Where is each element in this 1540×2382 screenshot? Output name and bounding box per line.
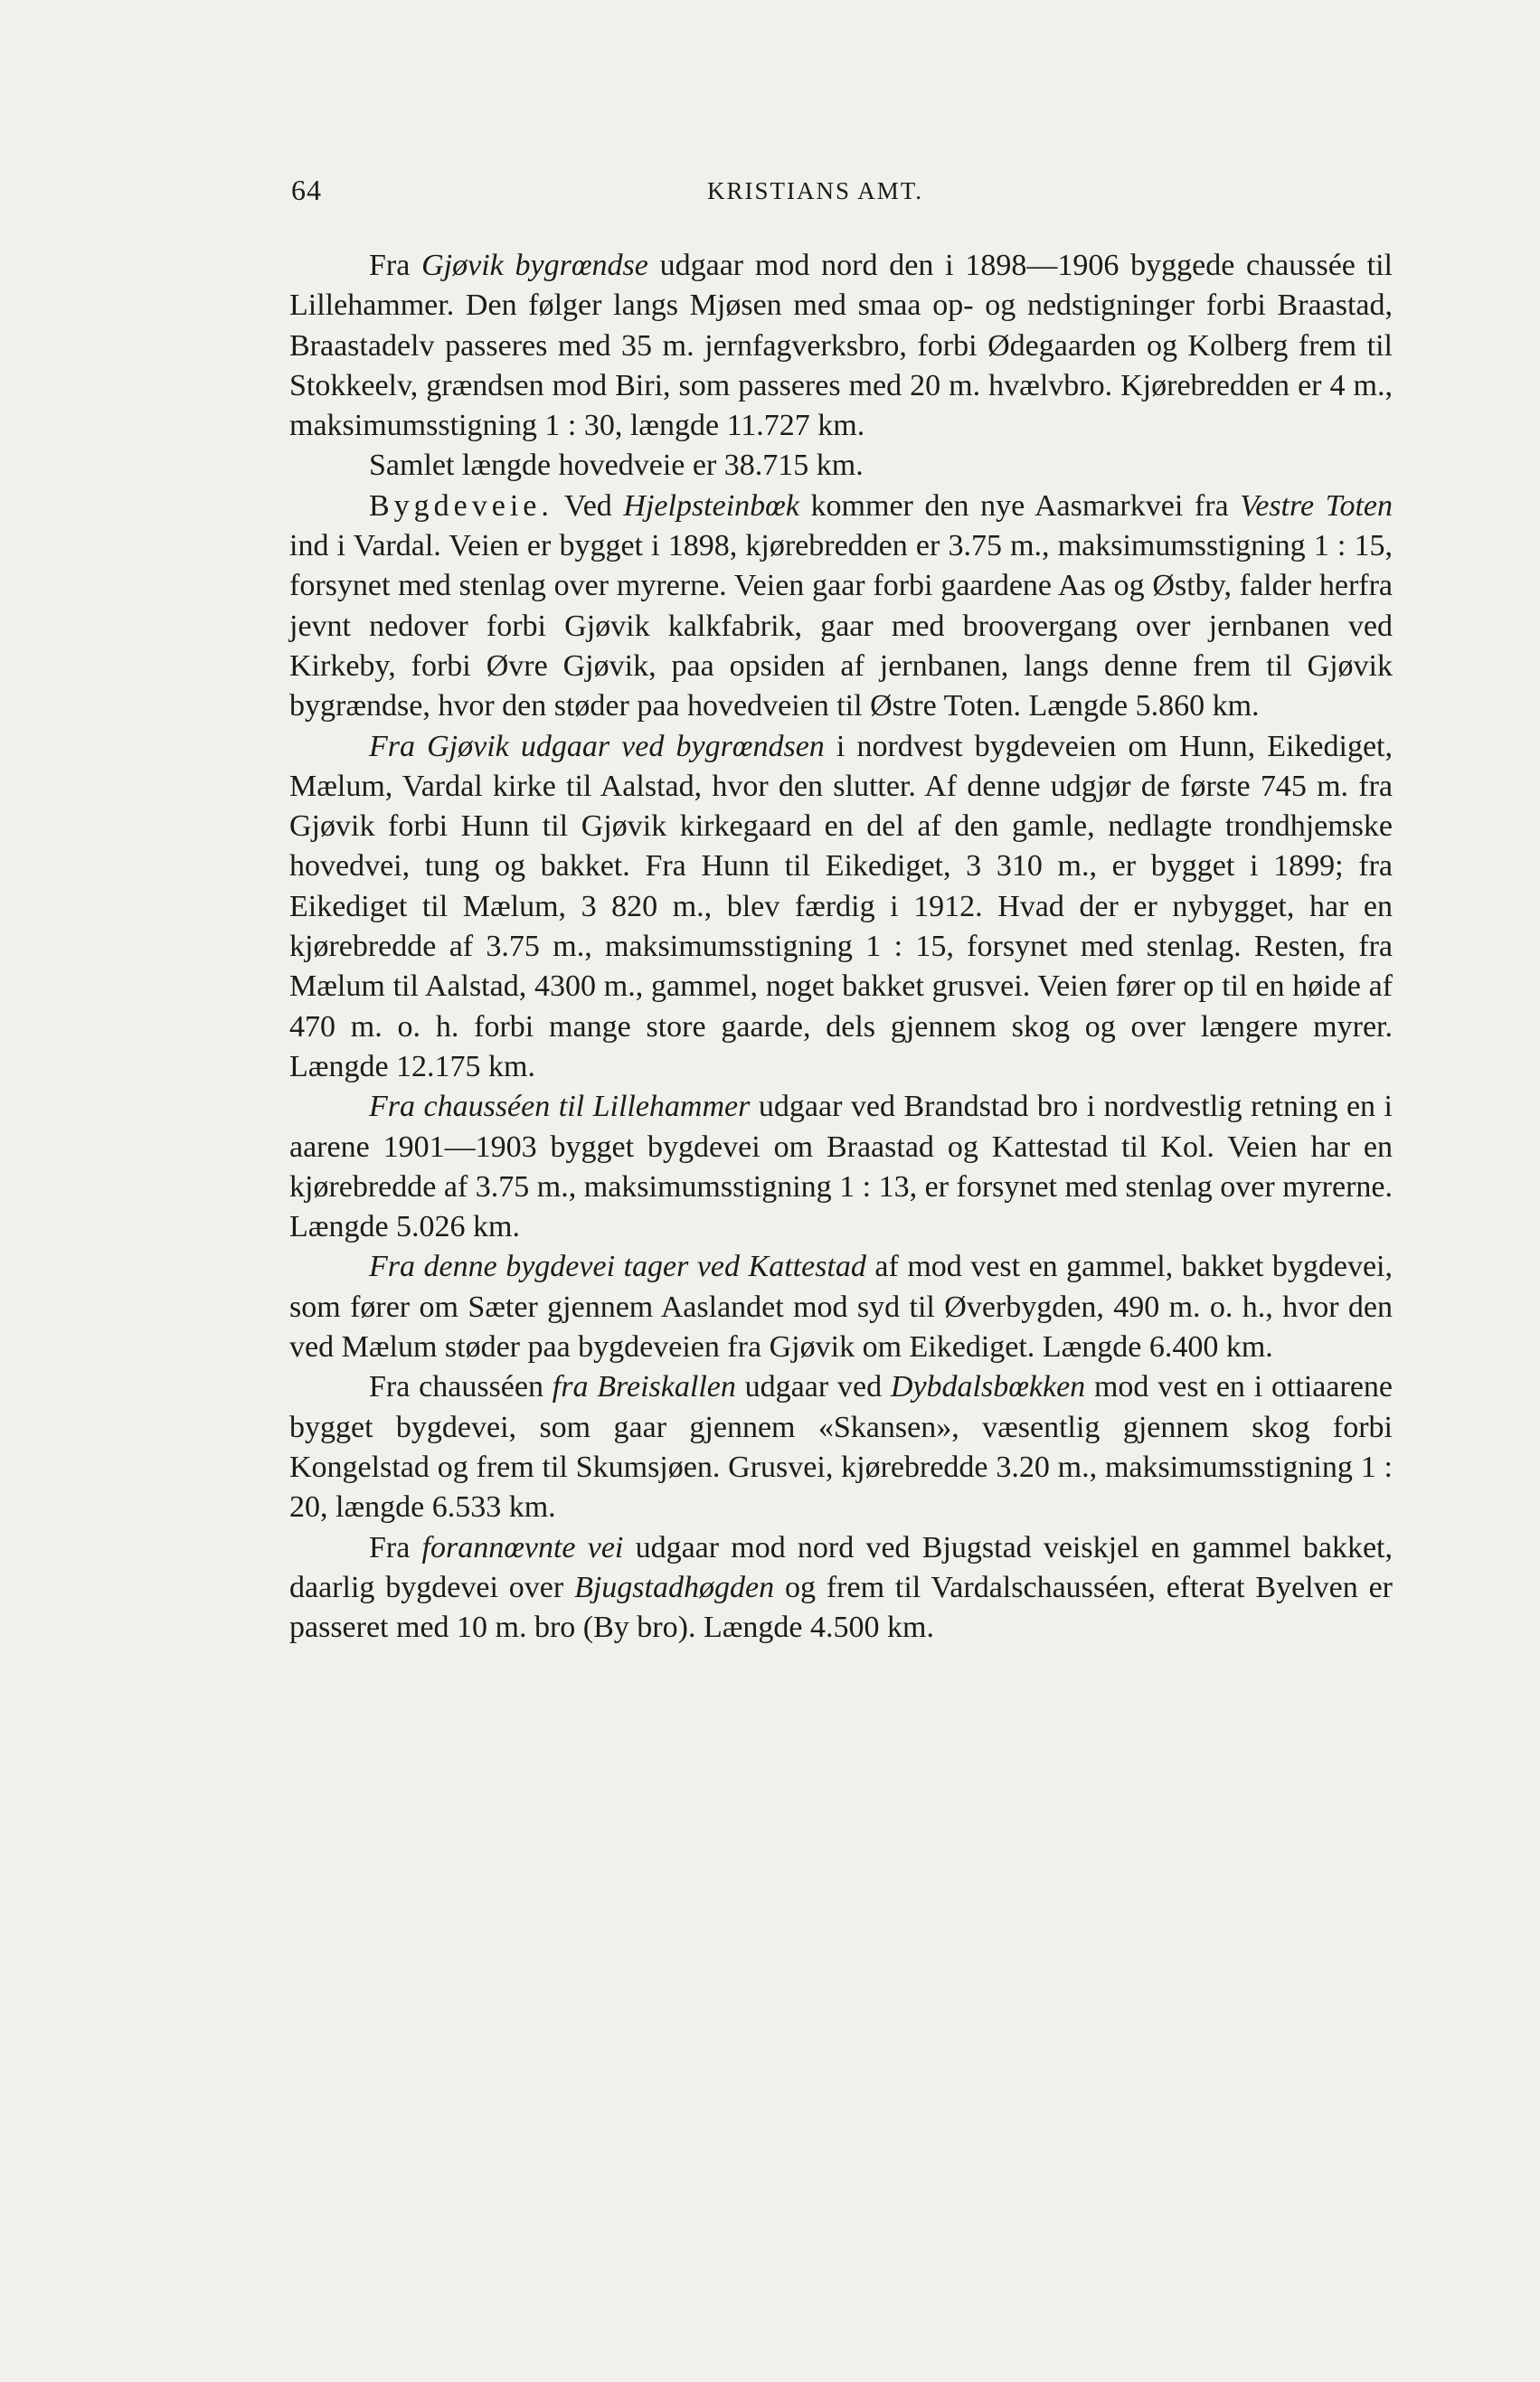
page-header [291, 174, 1393, 213]
place-name: Vestre Toten [1240, 488, 1394, 523]
text-run: ind i Vardal. Veien er bygget i 1898, kjørebredden er 3.75 m., maksimumsstigning 1 : 15, forsynet med stenlag over myrerne. Veien gaar forbi gaardene Aas og Østby, falder herfra jevnt nedover forbi Gjøvik kalkfabrik, gaar med broovergang over jernbanen ved Kirkeby, forbi Øvre Gjøvik, paa opsiden af jernbanen, langs denne frem til Gjøvik bygrændse, hvor den støder paa hovedveien til Østre Toten. Længde 5.860 km. [289, 529, 1393, 723]
place-name: Dybdalsbœkken [890, 1370, 1086, 1404]
text-run: udgaar ved [735, 1370, 891, 1404]
section-heading: Bygdeveie. [369, 488, 553, 523]
text-run: af mod vest en gammel, bakket bygdevei, som fører om Sæter gjennem Aaslandet mod syd til Øverbygden, 490 m. o. h., hvor den ved Mælum støder paa bygdeveien fra Gjøvik om Eikediget. Længde 6.400 km. [289, 1250, 1393, 1365]
text-run: kommer den nye Aasmarkvei fra [798, 488, 1241, 523]
text-run: i nordvest bygdeveien om Hunn, Eikediget, Mælum, Vardal kirke til Aalstad, hvor den slutter. Af denne udgjør de første 745 m. fra Gjøvik forbi Hunn til Gjøvik kirkegaard en del af den gamle, nedlagte trondhjemske hovedvei, tung og bakket. Fra Hunn til Eikediget, 3 310 m., er bygget i 1899; fra Eikediget til Mælum, 3 820 m., blev færdig i 1912. Hvad der er nybygget, har en kjørebredde af 3.75 m., maksimumsstigning 1 : 15, forsynet med stenlag. Resten, fra Mælum til Aalstad, 4300 m., gammel, noget bakket grusvei. Veien fører op til en høide af 470 m. o. h. forbi mange store gaarde, dels gjennem skog og over længere myrer. Længde 12.175 km. [289, 729, 1393, 1083]
place-name: fra Breiskallen [552, 1370, 736, 1404]
text-run: mod vest en i ottiaarene bygget bygdevei, som gaar gjennem «Skansen», væsentlig gjennem skog forbi Kongelstad og frem til Skumsjøen. Grusvei, kjørebredde 3.20 m., maksimumsstigning 1 : 20, længde 6.533 km. [289, 1370, 1393, 1525]
place-name: Bjugstadhøgden [574, 1570, 775, 1604]
page-number: 64 [291, 174, 322, 206]
road-start: Fra Gjøvik udgaar ved bygrœndsen [369, 729, 825, 763]
body-text [289, 246, 1393, 1648]
paragraph-aaslandet-road [289, 1247, 1393, 1367]
text-run: Fra chausséen [369, 1370, 553, 1404]
paragraph-bygdeveie [289, 487, 1393, 727]
place-name: forannœvnte vei [421, 1530, 624, 1564]
road-start: Fra chausséen til Lillehammer [369, 1090, 751, 1124]
paragraph-bjugstad-road [289, 1528, 1393, 1649]
text-run: udgaar mod nord ved Bjugstad veiskjel en gammel bakket, daarlig bygdevei over [289, 1530, 1393, 1604]
paragraph-total-length: Samlet længde hovedveie er 38.715 km. [369, 449, 864, 483]
paragraph-hovedvei [289, 246, 1393, 446]
road-start: Fra denne bygdevei tager ved Kattestad [369, 1250, 866, 1284]
text-run: udgaar mod nord den i 1898—1906 byggede chaussée til Lillehammer. Den følger langs Mjøsen med smaa op- og nedstigninger forbi Braastad, Braastadelv passeres med 35 m. jernfagverksbro, forbi Ødegaarden og Kolberg frem til Stokkeelv, grændsen mod Biri, som passeres med 20 m. hvælvbro. Kjørebredden er 4 m., maksimumsstigning 1 : 30, længde 11.727 km. [289, 249, 1394, 443]
text-run: og frem til Vardalschausséen, efterat Byelven er passeret med 10 m. bro (By bro). Længde 4.500 km. [289, 1570, 1393, 1645]
text-run: Fra [369, 1530, 422, 1564]
text-run: Fra [369, 249, 422, 282]
place-name: Hjelpsteinbœk [623, 488, 799, 523]
place-name: Gjøvik bygrœndse [421, 249, 648, 282]
text-run: udgaar ved Brandstad bro i nordvestlig retning en i aarene 1901—1903 bygget bygdevei om Braastad og Kattestad til Kol. Veien har en kjørebredde af 3.75 m., maksimumsstigning 1 : 13, er forsynet med stenlag over myrerne. Længde 5.026 km. [289, 1090, 1393, 1244]
text-run: Ved [553, 488, 624, 523]
paragraph-kol-road [289, 1087, 1393, 1247]
running-head: KRISTIANS AMT. [707, 177, 924, 204]
paragraph-hunn-road [289, 727, 1393, 1088]
paragraph-skansen-road [289, 1367, 1393, 1527]
